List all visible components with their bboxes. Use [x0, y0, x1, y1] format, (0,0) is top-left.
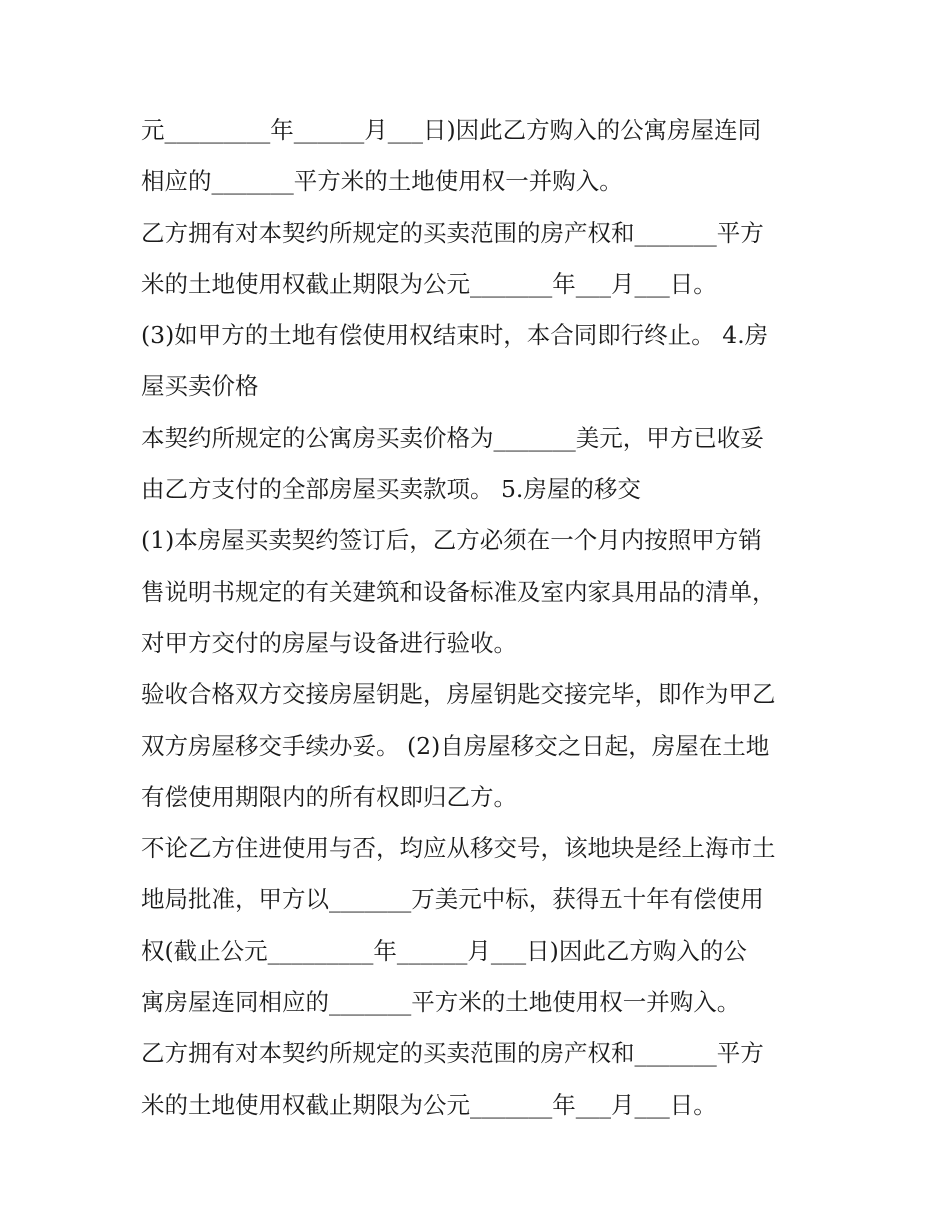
text-line-6: 屋买卖价格 [141, 372, 259, 401]
text-line-4: 米的土地使用权截止期限为公元_______年___月___日。 [141, 269, 717, 298]
text-line-3: 乙方拥有对本契约所规定的买卖范围的房产权和_______平方 [141, 218, 764, 247]
text-line-9: (1)本房屋买卖契约签订后，乙方必须在一个月内按照甲方销 [141, 526, 762, 555]
text-line-10: 售说明书规定的有关建筑和设备标准及室内家具用品的清单， [141, 577, 776, 606]
text-line-15: 不论乙方住进使用与否，均应从移交号，该地块是经上海市土 [141, 834, 776, 863]
contract-text-body [141, 105, 831, 1131]
text-line-13: 双方房屋移交手续办妥。 (2)自房屋移交之日起，房屋在土地 [141, 731, 770, 760]
text-line-12: 验收合格双方交接房屋钥匙，房屋钥匙交接完毕，即作为甲乙 [141, 680, 776, 709]
text-line-2: 相应的_______平方米的土地使用权一并购入。 [141, 167, 623, 196]
text-line-16: 地局批准，甲方以_______万美元中标，获得五十年有偿使用 [141, 885, 764, 914]
text-line-18: 寓房屋连同相应的_______平方米的土地使用权一并购入。 [141, 988, 741, 1017]
text-line-19: 乙方拥有对本契约所规定的买卖范围的房产权和_______平方 [141, 1039, 764, 1068]
text-line-11: 对甲方交付的房屋与设备进行验收。 [141, 628, 517, 657]
text-line-17: 权(截止公元_________年______月___日)因此乙方购入的公 [141, 936, 747, 965]
text-line-20: 米的土地使用权截止期限为公元_______年___月___日。 [141, 1090, 717, 1119]
text-line-1: 元_________年______月___日)因此乙方购入的公寓房屋连同 [141, 116, 762, 144]
text-line-7: 本契约所规定的公寓房买卖价格为_______美元，甲方已收妥 [141, 423, 764, 452]
text-line-5: (3)如甲方的土地有偿使用权结束时，本合同即行终止。 4.房 [141, 321, 769, 350]
text-line-8: 由乙方支付的全部房屋买卖款项。 5.房屋的移交 [141, 475, 641, 504]
text-line-14: 有偿使用期限内的所有权即归乙方。 [141, 782, 517, 811]
